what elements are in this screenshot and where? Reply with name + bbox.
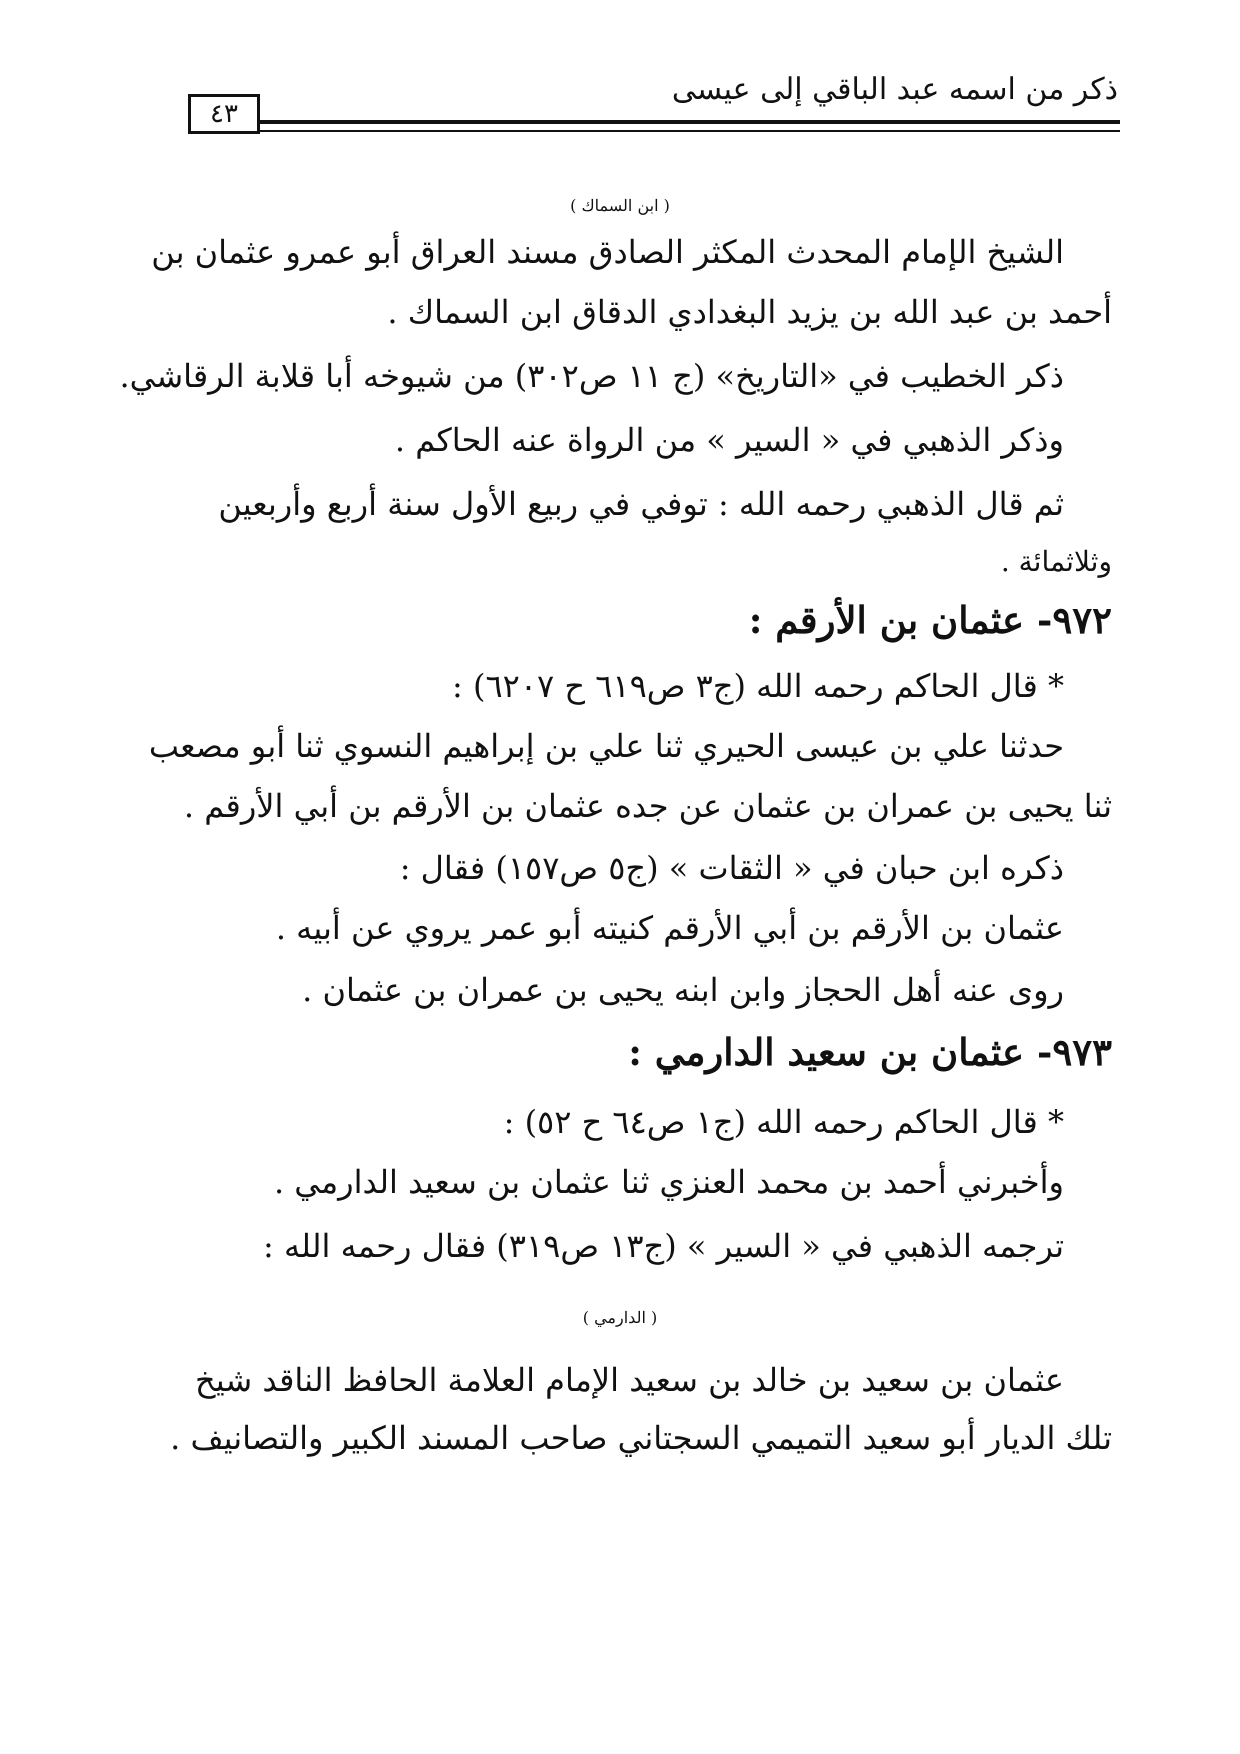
paragraph-line: عثمان بن الأرقم بن أبي الأرقم كنيته أبو عمر يروي عن أبيه . [275, 909, 1064, 947]
paragraph-line: روى عنه أهل الحجاز وابن ابنه يحيى بن عمران بن عثمان . [302, 971, 1064, 1009]
paragraph-line: وثلاثمائة . [1000, 545, 1112, 578]
running-title: ذكر من اسمه عبد الباقي إلى عيسى [671, 72, 1118, 107]
citation-line: * قال الحاكم رحمه الله (ج٣ ص٦١٩ ح ٦٢٠٧) : [452, 667, 1064, 705]
paragraph-line: وأخبرني أحمد بن محمد العنزي ثنا عثمان بن سعيد الدارمي . [273, 1163, 1064, 1201]
paragraph-line: تلك الديار أبو سعيد التميمي السجتاني صاحب المسند الكبير والتصانيف . [170, 1419, 1112, 1457]
paragraph-line: ذكره ابن حبان في « الثقات » (ج٥ ص١٥٧) فقال : [399, 849, 1064, 887]
paragraph-line: أحمد بن عبد الله بن يزيد البغدادي الدقاق ابن السماك . [387, 293, 1112, 331]
section-subtitle-al-darimi: ( الدارمي ) [582, 1308, 658, 1327]
paragraph-line: ذكر الخطيب في «التاريخ» (ج ١١ ص٣٠٢) من شيوخه أبا قلابة الرقاشي. [119, 357, 1064, 395]
paragraph-line: وذكر الذهبي في « السير » من الرواة عنه الحاكم . [394, 421, 1064, 459]
paragraph-line: الشيخ الإمام المحدث المكثر الصادق مسند العراق أبو عمرو عثمان بن [151, 233, 1064, 271]
paragraph-line: ثنا يحيى بن عمران بن عثمان عن جده عثمان بن الأرقم بن أبي الأرقم . [183, 787, 1112, 825]
header-rule-thick [258, 120, 1120, 124]
entry-heading-973: ٩٧٣- عثمان بن سعيد الدارمي : [628, 1030, 1112, 1074]
paragraph-line: ثم قال الذهبي رحمه الله : توفي في ربيع الأول سنة أربع وأربعين [218, 485, 1064, 523]
section-subtitle-ibn-al-sammak: ( ابن السماك ) [570, 196, 670, 215]
header-rule-thin [258, 130, 1120, 132]
paragraph-line: حدثنا علي بن عيسى الحيري ثنا علي بن إبراهيم النسوي ثنا أبو مصعب [148, 727, 1064, 765]
paragraph-line: عثمان بن سعيد بن خالد بن سعيد الإمام العلامة الحافظ الناقد شيخ [195, 1361, 1064, 1399]
paragraph-line: ترجمه الذهبي في « السير » (ج١٣ ص٣١٩) فقال رحمه الله : [263, 1227, 1064, 1265]
entry-heading-972: ٩٧٢- عثمان بن الأرقم : [748, 598, 1112, 642]
page-number: ٤٣ [188, 94, 260, 134]
citation-line: * قال الحاكم رحمه الله (ج١ ص٦٤ ح ٥٢) : [503, 1103, 1064, 1141]
